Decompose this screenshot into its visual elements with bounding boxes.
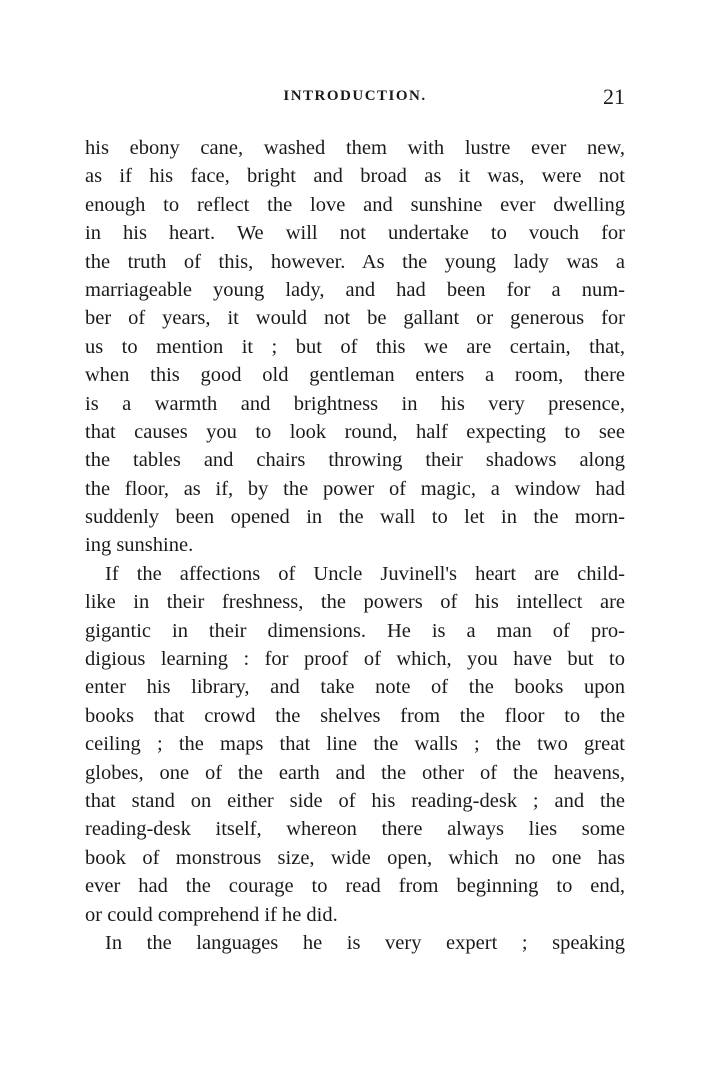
text-line: enough to reflect the love and sunshine ever dwelling	[85, 193, 625, 216]
text-line: the truth of this, however. As the young lady was a	[85, 250, 625, 273]
text-line: in his heart. We will not undertake to vouch for	[85, 222, 625, 245]
running-title: INTRODUCTION.	[283, 88, 427, 104]
text-line: marriageable young lady, and had been for a num-	[85, 278, 625, 301]
text-line: the tables and chairs throwing their shadows along	[85, 449, 625, 472]
text-line: that causes you to look round, half expecting to see	[85, 420, 625, 443]
text-line: or could comprehend if he did.	[85, 903, 338, 926]
text-line: ceiling ; the maps that line the walls ; the two great	[85, 733, 625, 756]
body-text	[85, 134, 625, 957]
text-line: the floor, as if, by the power of magic, a window had	[85, 477, 625, 500]
text-line: ing sunshine.	[85, 534, 194, 557]
text-line: gigantic in their dimensions. He is a man of pro-	[85, 619, 625, 642]
text-line: like in their freshness, the powers of his intellect are	[85, 591, 625, 614]
text-line: when this good old gentleman enters a room, there	[85, 364, 625, 387]
text-line: his ebony cane, washed them with lustre ever new,	[85, 137, 625, 159]
text-line: enter his library, and take note of the books upon	[85, 676, 625, 699]
page-number: 21	[603, 84, 625, 109]
text-line: books that crowd the shelves from the floor to the	[85, 704, 625, 727]
text-line: digious learning : for proof of which, you have but to	[85, 648, 625, 671]
text-line: ever had the courage to read from beginning to end,	[85, 875, 625, 898]
text-line: book of monstrous size, wide open, which no one has	[85, 846, 625, 869]
text-line: In the languages he is very expert ; speaking	[105, 931, 625, 954]
text-line: that stand on either side of his reading-desk ; and the	[85, 789, 625, 812]
text-line: as if his face, bright and broad as it was, were not	[85, 165, 625, 188]
text-line: If the affections of Uncle Juvinell's heart are child-	[105, 562, 625, 585]
page-header	[85, 84, 625, 112]
text-line: us to mention it ; but of this we are certain, that,	[85, 335, 625, 358]
text-line: reading-desk itself, whereon there always lies some	[85, 818, 625, 841]
text-line: suddenly been opened in the wall to let in the morn-	[85, 506, 625, 529]
text-line: ber of years, it would not be gallant or generous for	[85, 307, 625, 330]
text-line: globes, one of the earth and the other of the heavens,	[85, 761, 625, 784]
text-line: is a warmth and brightness in his very presence,	[85, 392, 625, 415]
